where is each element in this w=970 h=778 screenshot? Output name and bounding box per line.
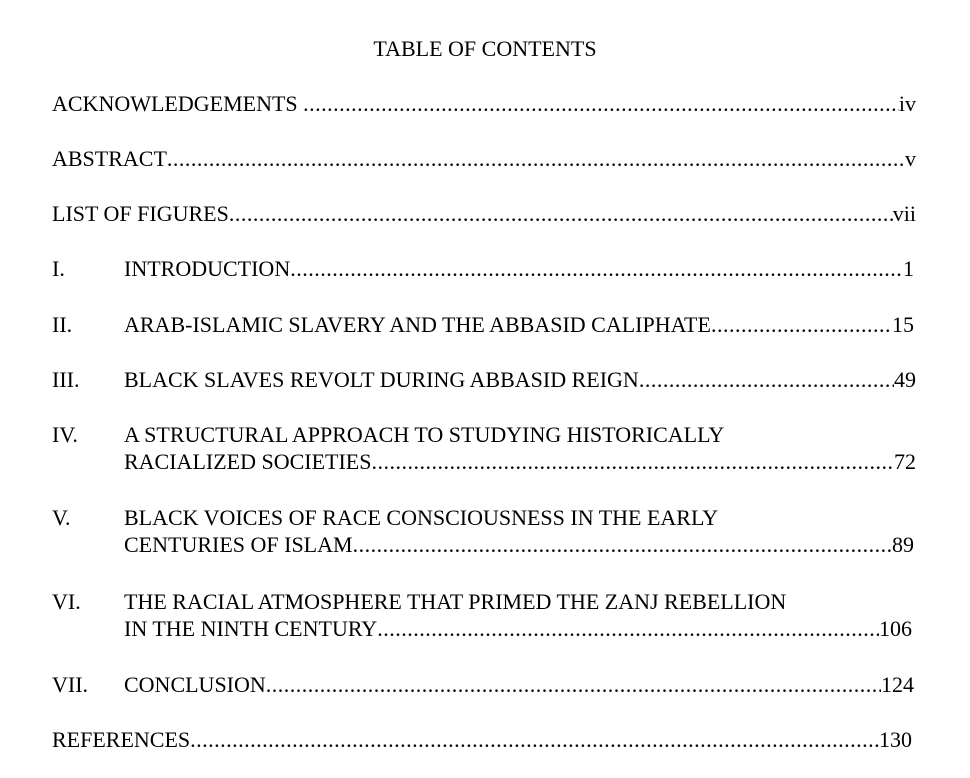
toc-entry-references <box>52 726 912 753</box>
toc-heading: TABLE OF CONTENTS <box>373 36 597 61</box>
dot-leader <box>639 366 894 393</box>
toc-entry-line <box>52 200 916 227</box>
dot-leader <box>353 531 892 558</box>
toc-entry-title: ABSTRACT <box>52 146 167 171</box>
toc-entry-line <box>124 588 912 615</box>
dot-leader <box>266 671 881 698</box>
toc-entry-chapter-6 <box>52 588 912 642</box>
chapter-number: II. <box>52 312 73 337</box>
dot-leader <box>190 726 879 753</box>
toc-page-number: 89 <box>892 532 914 557</box>
chapter-number: IV. <box>52 422 78 447</box>
toc-entry-title: ACKNOWLEDGEMENTS <box>52 91 304 116</box>
chapter-number: V. <box>52 505 71 530</box>
dot-leader <box>229 200 893 227</box>
toc-entry-line <box>52 145 916 172</box>
toc-page-number: 106 <box>879 616 912 641</box>
toc-entry-line <box>124 255 914 282</box>
chapter-number: VII. <box>52 672 89 697</box>
dot-leader <box>290 255 903 282</box>
toc-entry-line <box>124 531 914 558</box>
toc-entry-title: LIST OF FIGURES <box>52 201 229 226</box>
toc-entry-title: ARAB-ISLAMIC SLAVERY AND THE ABBASID CALIPHATE <box>124 312 711 337</box>
chapter-number: VI. <box>52 589 81 614</box>
toc-entry-title-line-2: RACIALIZED SOCIETIES <box>124 449 372 474</box>
toc-page-number: 1 <box>903 256 914 281</box>
toc-page-number: 130 <box>879 727 912 752</box>
toc-page-number: v <box>905 146 916 171</box>
toc-entry-title: BLACK SLAVES REVOLT DURING ABBASID REIGN <box>124 367 639 392</box>
toc-entry-chapter-2 <box>52 311 914 338</box>
dot-leader <box>167 145 905 172</box>
chapter-number: III. <box>52 367 80 392</box>
toc-page-number: 124 <box>881 672 914 697</box>
toc-page-number: 72 <box>894 449 916 474</box>
toc-page-number: vii <box>892 201 916 226</box>
toc-entry-chapter-5 <box>52 504 914 558</box>
toc-page-number: iv <box>898 91 916 116</box>
toc-entry-chapter-4 <box>52 421 916 475</box>
toc-entry-title: CONCLUSION <box>124 672 266 697</box>
toc-entry-chapter-3 <box>52 366 916 393</box>
toc-entry-title-line-2: IN THE NINTH CENTURY <box>124 616 378 641</box>
toc-entry-line <box>124 448 916 475</box>
toc-entry-acknowledgements <box>52 90 916 117</box>
toc-entry-title-line-2: CENTURIES OF ISLAM <box>124 532 353 557</box>
toc-entry-chapter-1 <box>52 255 914 282</box>
toc-entry-line <box>52 90 916 117</box>
toc-entry-list-of-figures <box>52 200 916 227</box>
toc-page-number: 49 <box>894 367 916 392</box>
toc-entry-line <box>124 504 914 531</box>
dot-leader <box>711 311 892 338</box>
toc-entry-title: REFERENCES <box>52 727 191 752</box>
chapter-number: I. <box>52 256 65 281</box>
toc-entry-chapter-7 <box>52 671 914 698</box>
toc-entry-line <box>52 726 912 753</box>
dot-leader <box>303 90 899 117</box>
toc-entry-title-line-1: THE RACIAL ATMOSPHERE THAT PRIMED THE ZANJ REBELLION <box>124 589 787 614</box>
toc-entry-line <box>124 366 916 393</box>
toc-entry-title-line-1: BLACK VOICES OF RACE CONSCIOUSNESS IN THE EARLY <box>124 505 719 530</box>
toc-entry-line <box>124 311 914 338</box>
toc-entry-title-line-1: A STRUCTURAL APPROACH TO STUDYING HISTORICALLY <box>124 422 725 447</box>
toc-entry-line <box>124 671 914 698</box>
toc-entry-title: INTRODUCTION <box>124 256 291 281</box>
dot-leader <box>377 615 879 642</box>
toc-entry-line <box>124 421 916 448</box>
toc-entry-line <box>124 615 912 642</box>
dot-leader <box>371 448 894 475</box>
toc-entry-abstract <box>52 145 916 172</box>
toc-page-number: 15 <box>892 312 914 337</box>
